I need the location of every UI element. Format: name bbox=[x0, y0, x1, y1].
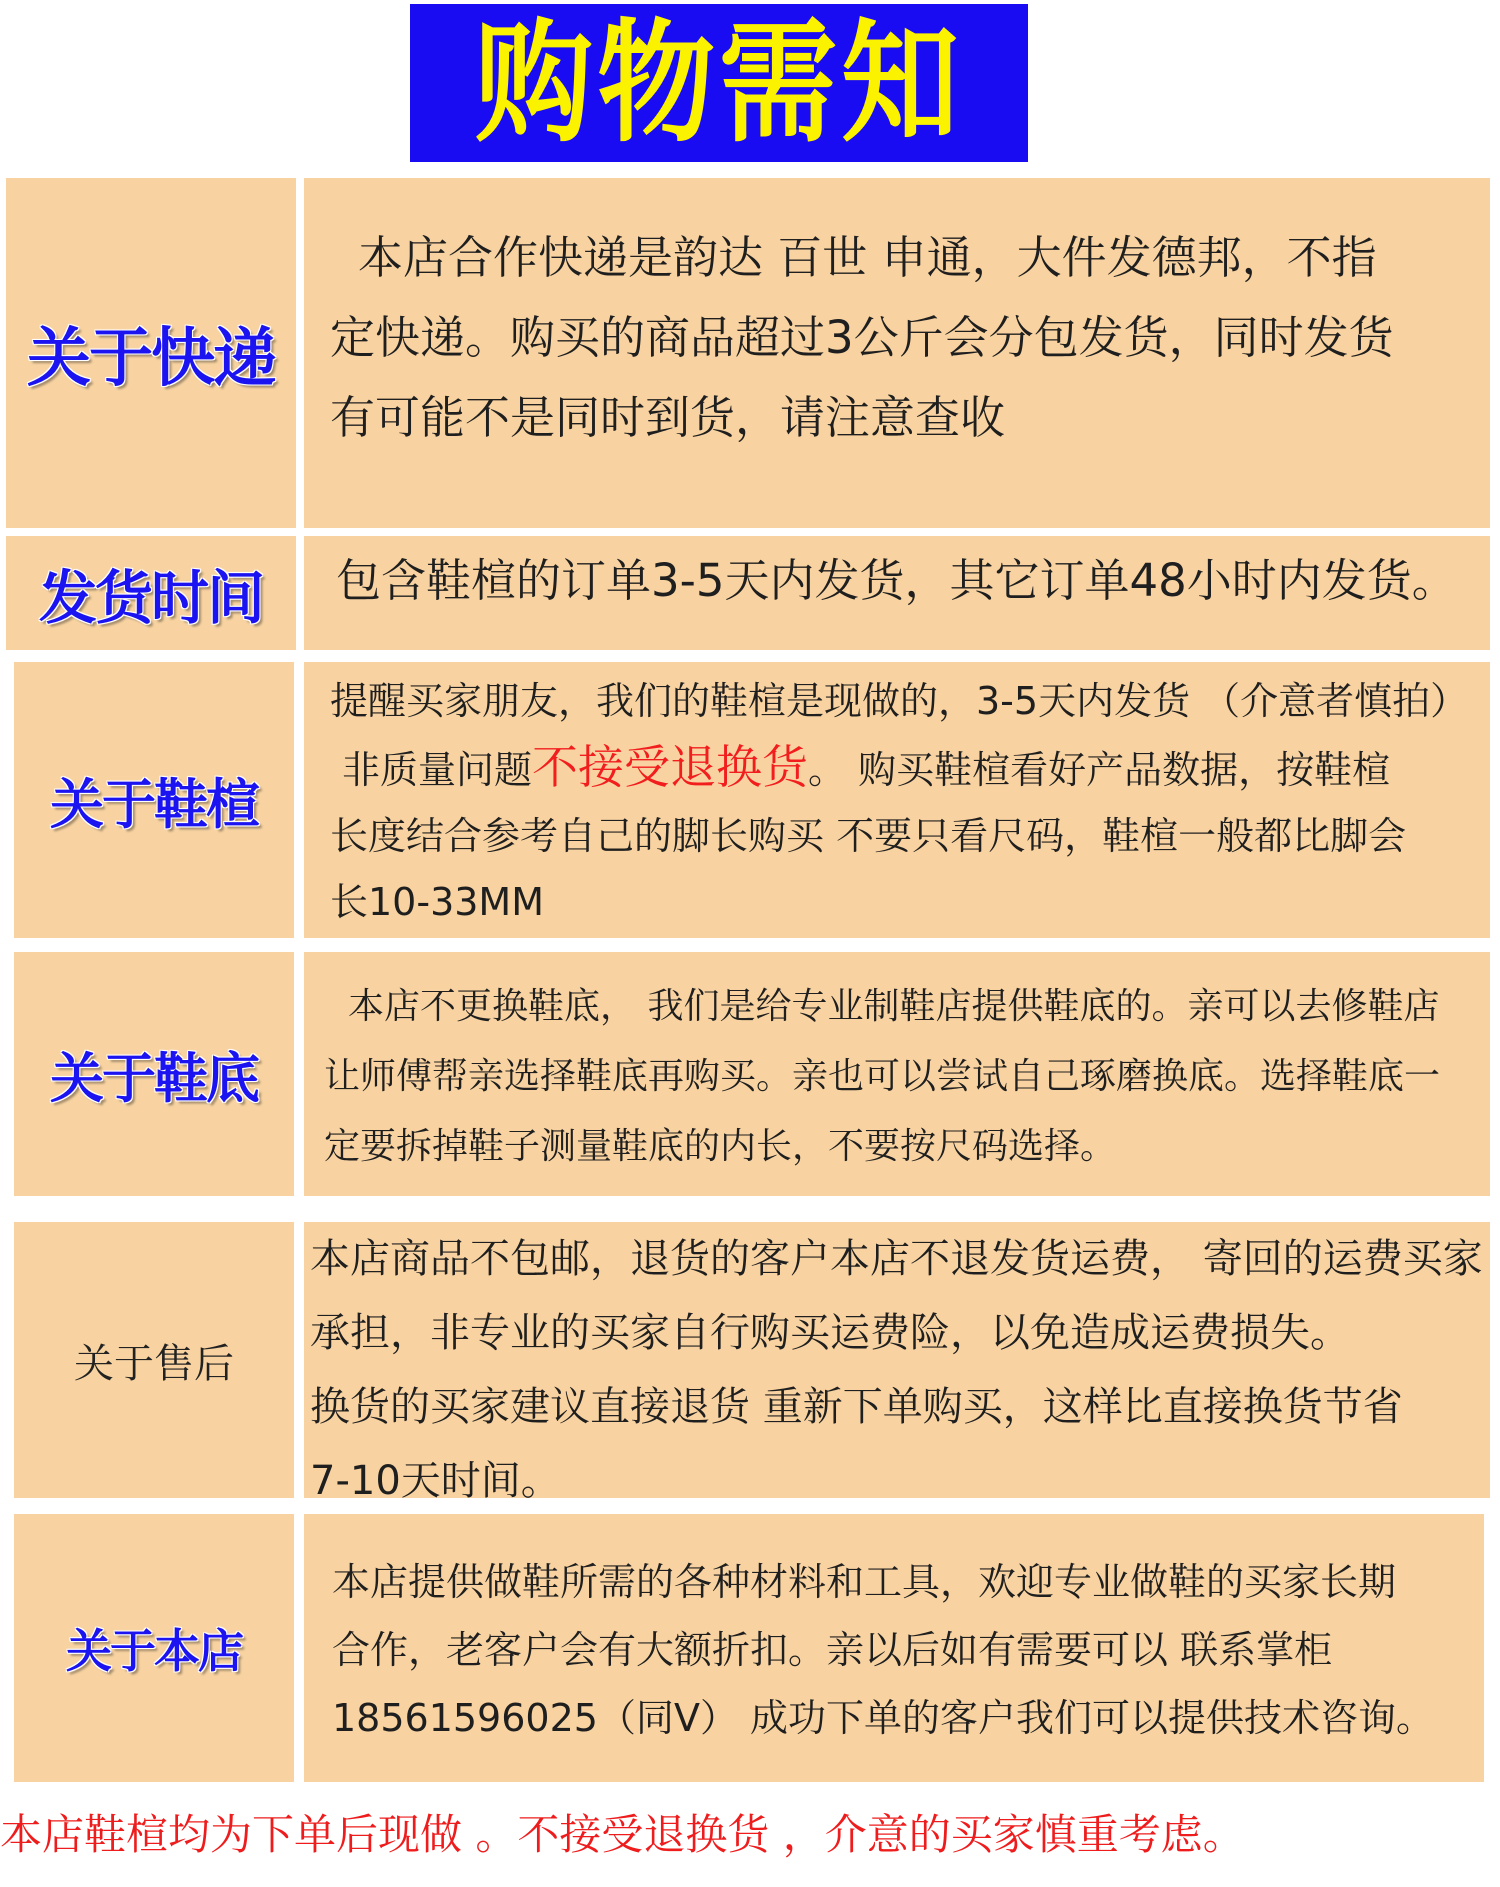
phone-line: 18561596025（同V） 成功下单的客户我们可以提供技术咨询。 bbox=[332, 1696, 1435, 1740]
no-return-warning: 不接受退换货 bbox=[532, 740, 809, 794]
section-label-sole: 关于鞋底 bbox=[50, 1046, 258, 1110]
text-line: 7-10天时间。 bbox=[310, 1458, 561, 1498]
section-label-after-sales: 关于售后 bbox=[74, 1340, 234, 1387]
section-label-shipping-time: 发货时间 bbox=[38, 564, 263, 632]
text-line-warning bbox=[330, 734, 1490, 803]
footer-warning: 本店鞋楦均为下单后现做 。不接受退换货 ，介意的买家慎重考虑。 bbox=[0, 1810, 1245, 1859]
section-label-express: 关于快递 bbox=[27, 322, 275, 396]
text-line: 提醒买家朋友，我们的鞋楦是现做的，3-5天内发货 （介意者慎拍） bbox=[330, 679, 1469, 723]
text-line: 定快递。购买的商品超过3公斤会分包发货，同时发货 bbox=[330, 311, 1394, 364]
text-line: 长度结合参考自己的脚长购买 不要只看尺码，鞋楦一般都比脚会 bbox=[330, 814, 1407, 858]
section-content-shipping-time bbox=[304, 536, 1490, 650]
text-line: 包含鞋楦的订单3-5天内发货，其它订单48小时内发货。 bbox=[336, 554, 1457, 607]
label-cell-express bbox=[6, 178, 296, 528]
text-line: 承担，非专业的买家自行购买运费险，以免造成运费损失。 bbox=[310, 1310, 1350, 1356]
text-line: 有可能不是同时到货，请注意查收 bbox=[330, 391, 1006, 444]
section-content-sole bbox=[304, 952, 1490, 1196]
section-content-after-sales bbox=[304, 1222, 1490, 1498]
section-content-express bbox=[304, 178, 1490, 528]
text-line: 本店提供做鞋所需的各种材料和工具，欢迎专业做鞋的买家长期 bbox=[332, 1560, 1397, 1604]
section-label-about-store: 关于本店 bbox=[66, 1624, 242, 1678]
text-line: 本店商品不包邮，退货的客户本店不退发货运费， 寄回的运费买家 bbox=[310, 1236, 1483, 1282]
page-title: 购物需知 bbox=[474, 5, 963, 161]
section-content-shoe-last bbox=[304, 662, 1490, 938]
text-line: 定要拆掉鞋子测量鞋底的内长，不要按尺码选择。 bbox=[324, 1126, 1117, 1167]
label-cell-shipping-time bbox=[6, 536, 296, 650]
text-line: 换货的买家建议直接退货 重新下单购买，这样比直接换货节省 bbox=[310, 1384, 1403, 1430]
section-label-shoe-last: 关于鞋楦 bbox=[50, 772, 258, 836]
label-cell-about-store bbox=[14, 1514, 294, 1782]
title-banner bbox=[410, 4, 1028, 162]
text-line: 本店不更换鞋底， 我们是给专业制鞋店提供鞋底的。亲可以去修鞋店 bbox=[348, 986, 1440, 1027]
text-fragment: 非质量问题 bbox=[342, 748, 533, 792]
section-content-about-store bbox=[304, 1514, 1484, 1782]
text-line: 本店合作快递是韵达 百世 申通，大件发德邦，不指 bbox=[358, 231, 1377, 284]
text-line: 让师傅帮亲选择鞋底再购买。亲也可以尝试自己琢磨换底。选择鞋底一 bbox=[324, 1056, 1441, 1097]
text-line: 合作，老客户会有大额折扣。亲以后如有需要可以 联系掌柜 bbox=[332, 1628, 1333, 1672]
label-cell-sole bbox=[14, 952, 294, 1196]
text-fragment: 。 购买鞋楦看好产品数据，按鞋楦 bbox=[808, 748, 1391, 792]
label-cell-shoe-last bbox=[14, 662, 294, 938]
text-line: 长10-33MM bbox=[330, 880, 544, 924]
label-cell-after-sales bbox=[14, 1222, 294, 1498]
